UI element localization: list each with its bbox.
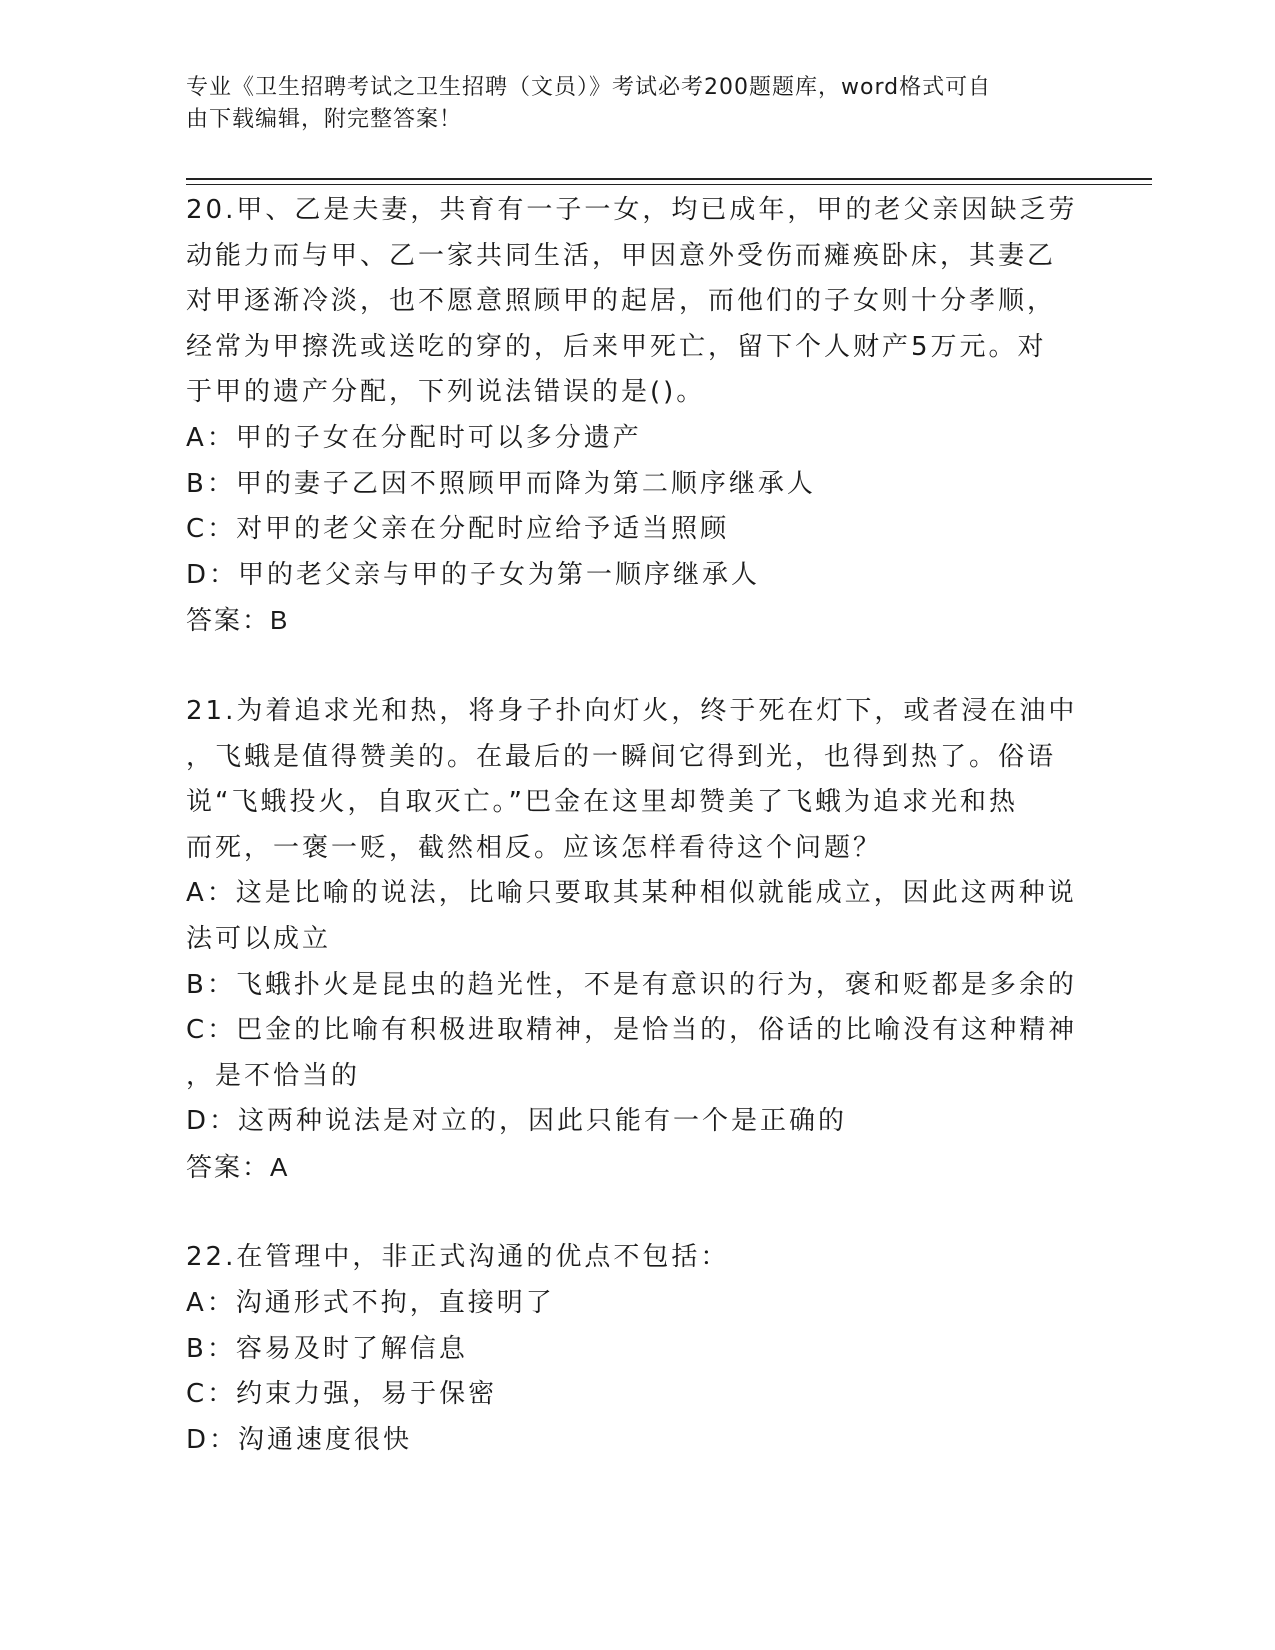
question-stem-line: 21.为着追求光和热，将身子扑向灯火，终于死在灯下，或者浸在油中: [186, 695, 1078, 726]
question-stem-line: 而死，一褒一贬，截然相反。应该怎样看待这个问题？: [186, 832, 883, 863]
question-list: [186, 188, 1086, 1463]
option-a-continued: 法可以成立: [186, 923, 332, 954]
question-stem-line: 说“飞蛾投火，自取灭亡。”巴金在这里却赞美了飞蛾为追求光和热: [186, 787, 1018, 818]
header-line-2: 由下载编辑，附完整答案！: [186, 107, 463, 132]
question-stem-line: 经常为甲擦洗或送吃的穿的，后来甲死亡，留下个人财产5万元。对: [186, 331, 1047, 362]
answer-label: 答案：A: [186, 1151, 290, 1182]
question-spacer: [186, 644, 1086, 689]
document-header: [186, 72, 1066, 136]
question-22: [186, 1235, 1086, 1463]
option-a: A：这是比喻的说法，比喻只要取其某种相似就能成立，因此这两种说: [186, 878, 1077, 909]
question-stem-line: 22.在管理中，非正式沟通的优点不包括：: [186, 1242, 730, 1273]
option-b: B：容易及时了解信息: [186, 1333, 468, 1364]
question-21: [186, 689, 1086, 1191]
answer-label: 答案：B: [186, 605, 290, 636]
option-b: B：甲的妻子乙因不照顾甲而降为第二顺序继承人: [186, 468, 816, 499]
option-c: C：对甲的老父亲在分配时应给予适当照顾: [186, 514, 730, 545]
option-d: D：甲的老父亲与甲的子女为第一顺序继承人: [186, 559, 761, 590]
question-spacer: [186, 1190, 1086, 1235]
question-20: [186, 188, 1086, 644]
option-c-continued: ，是不恰当的: [186, 1060, 361, 1091]
header-divider-thin: [186, 184, 1152, 185]
header-line-1: 专业《卫生招聘考试之卫生招聘（文员）》考试必考200题题库，word格式可自: [186, 75, 992, 100]
question-stem-line: 于甲的遗产分配，下列说法错误的是()。: [186, 377, 706, 408]
question-stem-line: 20.甲、乙是夫妻，共育有一子一女，均已成年，甲的老父亲因缺乏劳: [186, 195, 1078, 225]
question-stem-line: 动能力而与甲、乙一家共同生活，甲因意外受伤而瘫痪卧床，其妻乙: [186, 240, 1057, 271]
option-b: B：飞蛾扑火是昆虫的趋光性，不是有意识的行为，褒和贬都是多余的: [186, 969, 1077, 1000]
header-divider-thick: [186, 178, 1152, 180]
option-d: D：这两种说法是对立的，因此只能有一个是正确的: [186, 1106, 848, 1137]
question-stem-line: ，飞蛾是值得赞美的。在最后的一瞬间它得到光，也得到热了。俗语: [186, 741, 1057, 772]
option-a: A：甲的子女在分配时可以多分遗产: [186, 422, 642, 453]
option-c: C：约束力强，易于保密: [186, 1379, 498, 1410]
option-d: D：沟通速度很快: [186, 1424, 413, 1455]
option-c: C：巴金的比喻有积极进取精神，是恰当的，俗话的比喻没有这种精神: [186, 1015, 1078, 1046]
option-a: A：沟通形式不拘，直接明了: [186, 1288, 555, 1319]
question-stem-line: 对甲逐渐冷淡，也不愿意照顾甲的起居，而他们的子女则十分孝顺，: [186, 286, 1057, 317]
